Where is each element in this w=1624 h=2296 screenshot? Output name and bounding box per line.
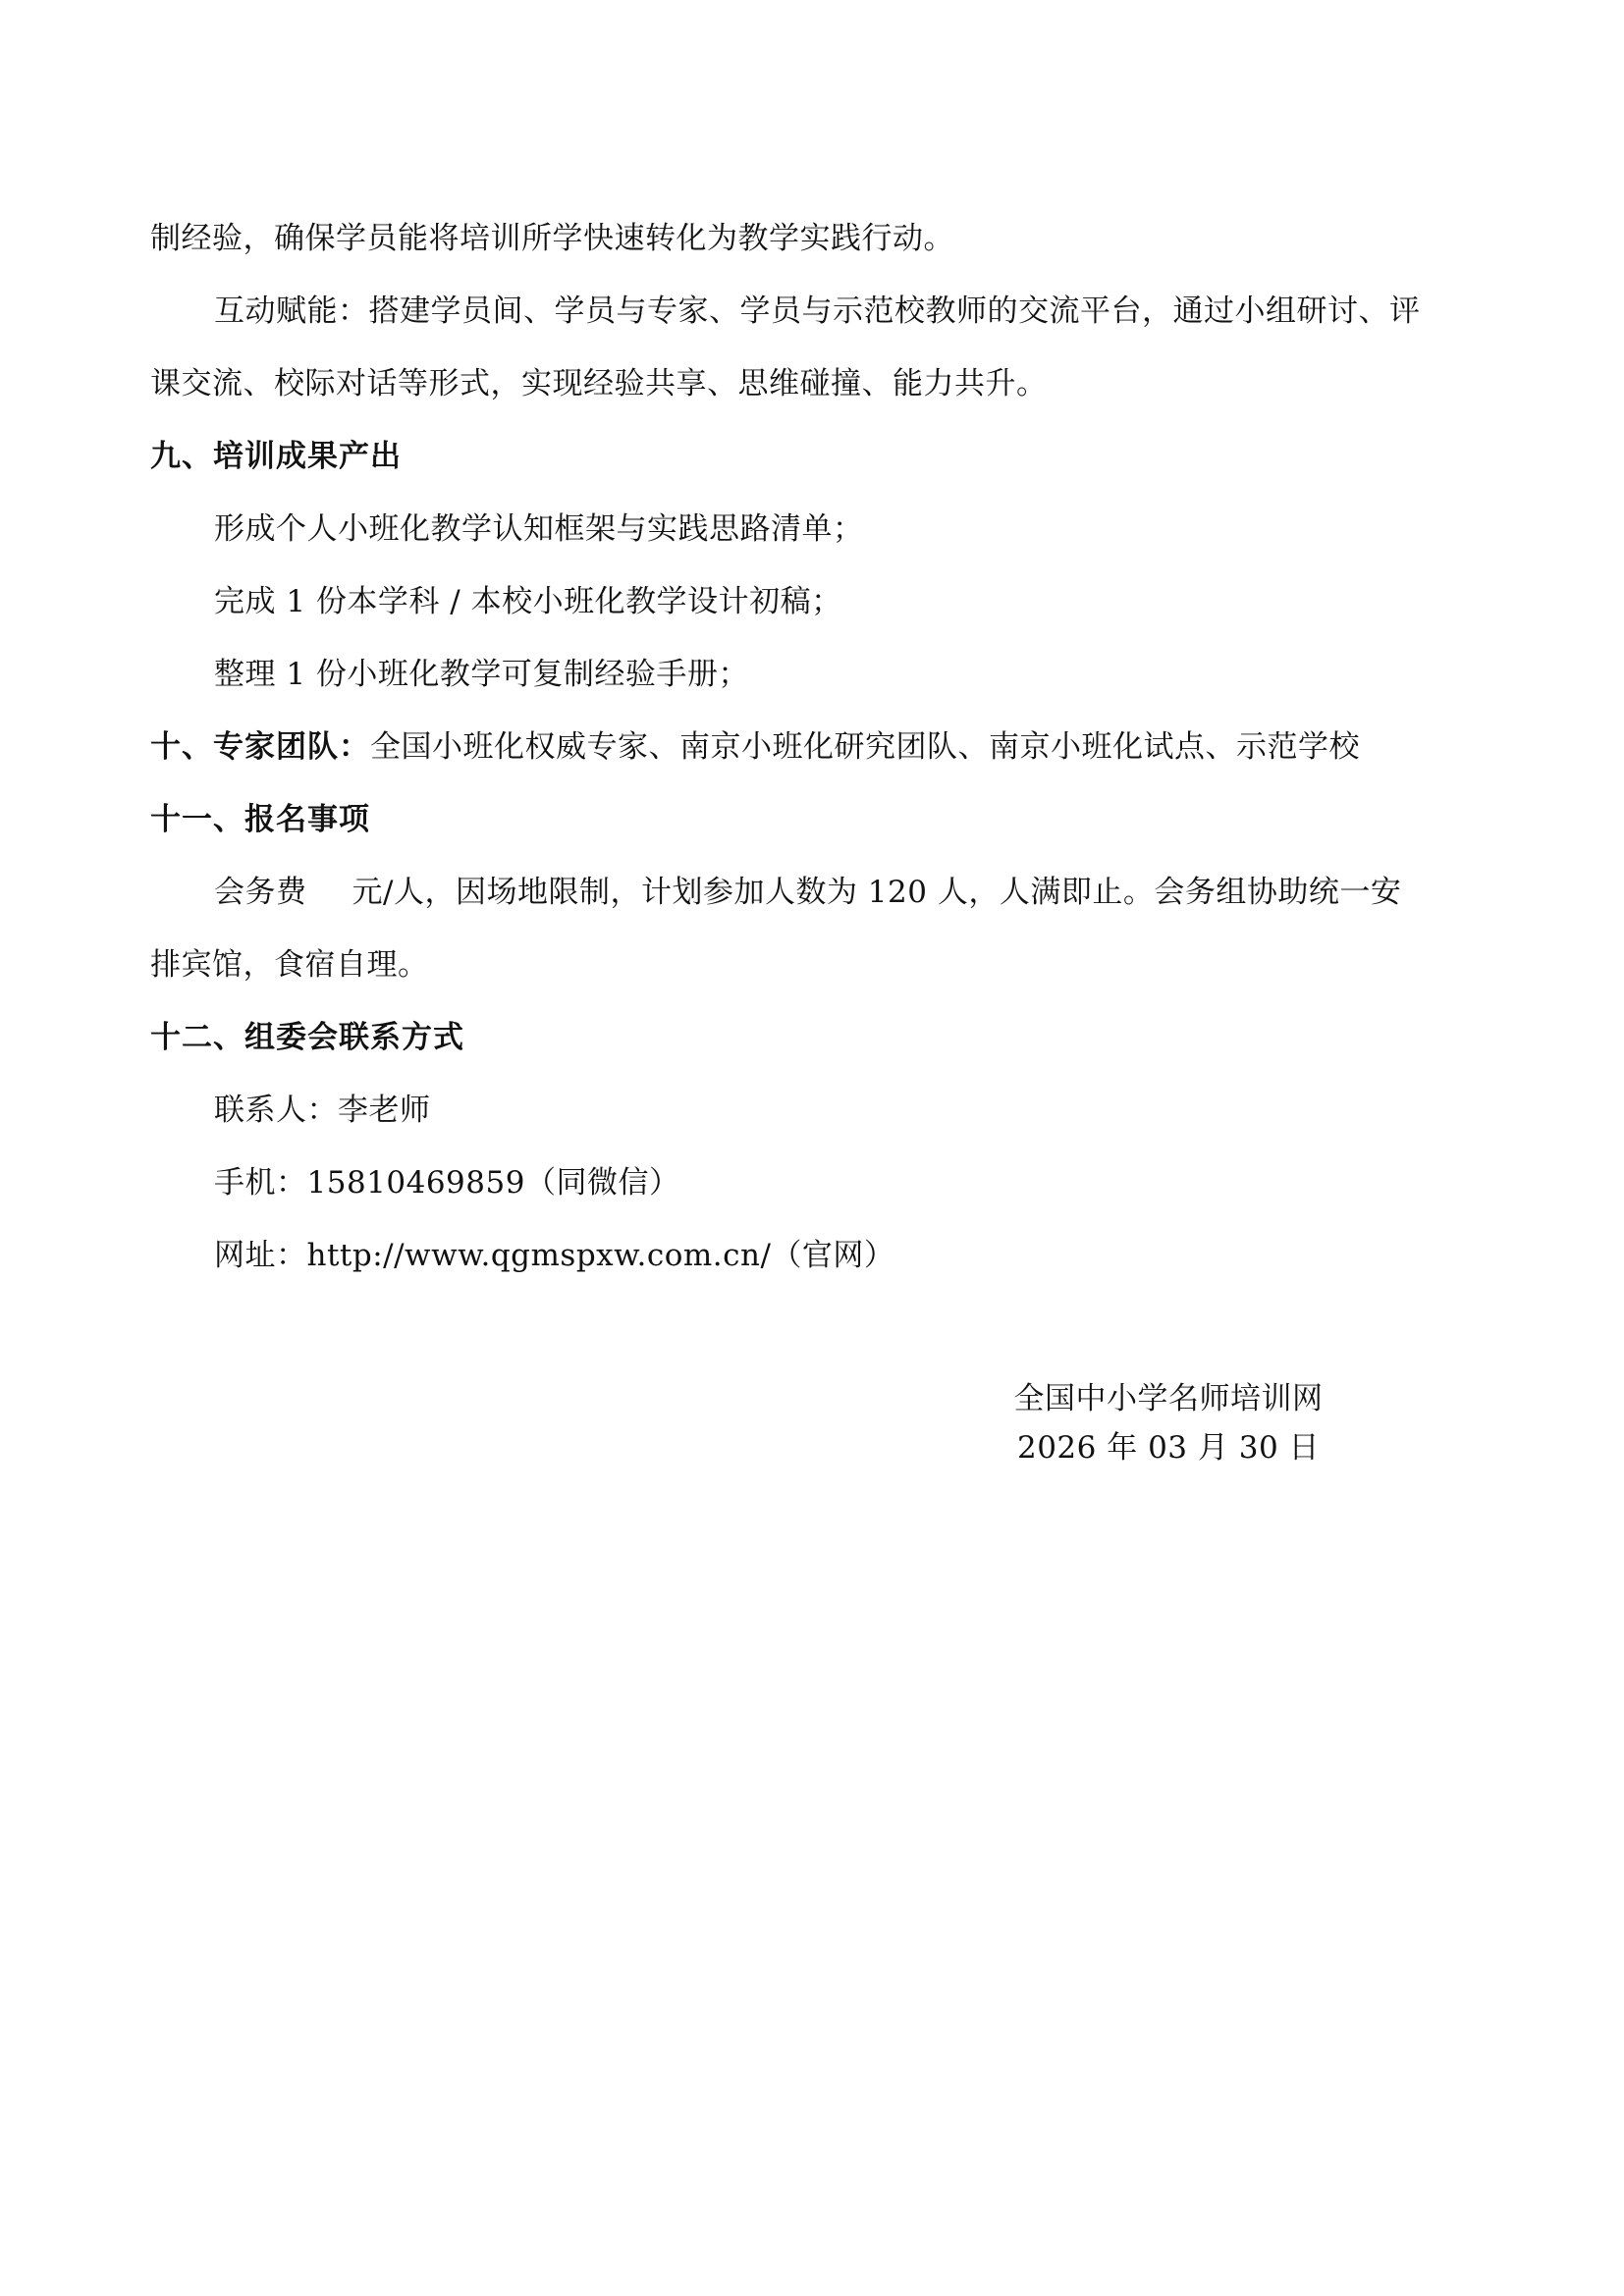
paragraph-line: 排宾馆，食宿自理。 (150, 947, 429, 983)
section-heading-10-title: 十、专家团队： (150, 729, 370, 765)
fee-text: 元/人，因场地限制，计划参加人数为 120 人，人满即止。会务组协助统一安 (352, 875, 1402, 910)
signature-date: 2026 年 03 月 30 日 (1016, 1430, 1321, 1466)
contact-phone: 手机：15810469859（同微信） (214, 1165, 680, 1201)
paragraph-line: 课交流、校际对话等形式，实现经验共享、思维碰撞、能力共升。 (150, 366, 1048, 401)
section-heading-9: 九、培训成果产出 (150, 439, 402, 474)
fee-label: 会务费 (214, 875, 307, 910)
paragraph-line: 互动赋能：搭建学员间、学员与专家、学员与示范校教师的交流平台，通过小组研讨、评 (214, 294, 1421, 329)
contact-person: 联系人：李老师 (214, 1093, 431, 1128)
paragraph-line (214, 873, 1401, 912)
section-heading-10 (150, 727, 1360, 767)
list-item: 完成 1 份本学科 / 本校小班化教学设计初稿； (214, 584, 842, 619)
list-item: 整理 1 份小班化教学可复制经验手册； (214, 657, 749, 692)
paragraph-line: 制经验，确保学员能将培训所学快速转化为教学实践行动。 (150, 221, 954, 256)
expert-team-text: 全国小班化权威专家、南京小班化研究团队、南京小班化试点、示范学校 (370, 729, 1360, 765)
list-item: 形成个人小班化教学认知框架与实践思路清单； (214, 511, 864, 547)
section-heading-11: 十一、报名事项 (150, 802, 370, 837)
contact-website: 网址：http://www.qgmspxw.com.cn/（官网） (214, 1238, 895, 1273)
section-heading-12: 十二、组委会联系方式 (150, 1020, 464, 1055)
signature-org: 全国中小学名师培训网 (1013, 1381, 1324, 1416)
